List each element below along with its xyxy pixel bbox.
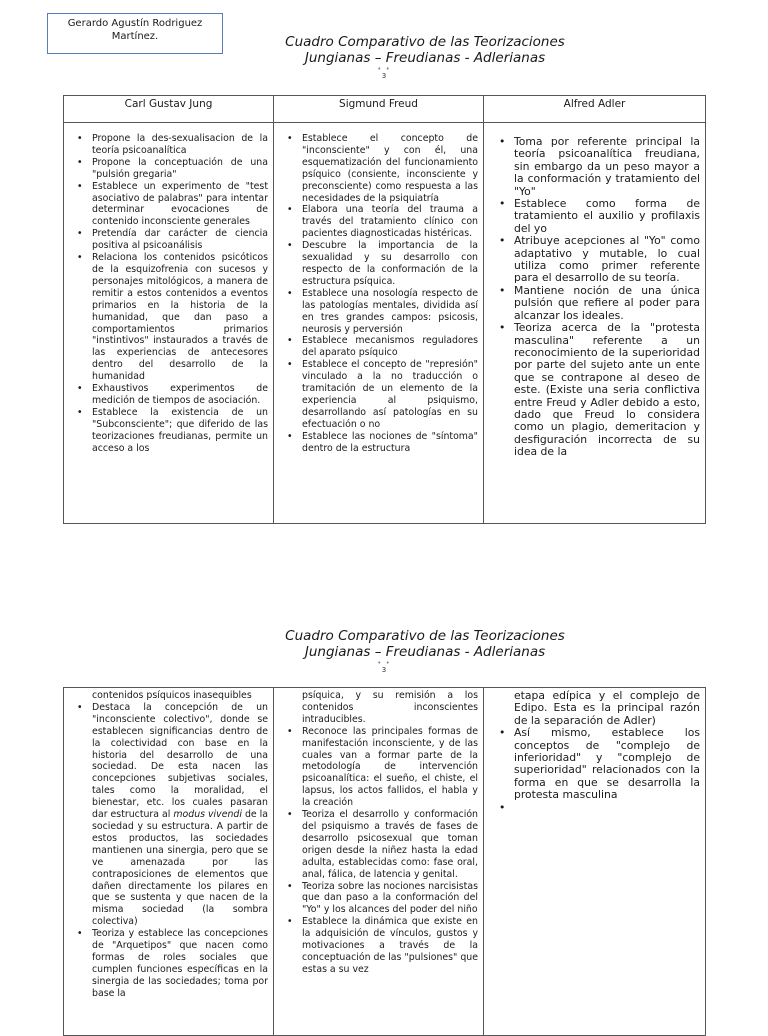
list-item: • Descubre la importancia de la sexualidad y su desarrollo con respecto de la conformación de la estructura psíquica.	[274, 240, 478, 288]
comparison-table-page1	[63, 95, 706, 524]
adler-cell	[484, 688, 706, 1036]
table-body-row	[64, 688, 706, 1036]
list-item: • Teoriza sobre las nociones narcisistas que dan paso a la conformación del "Yo" y los alcances del poder del niño	[274, 881, 478, 917]
page2-title	[200, 628, 650, 660]
freud-list	[274, 726, 478, 976]
list-item: • Así mismo, establece los conceptos de "complejo de inferioridad" y "complejo de superioridad" relacionados con la forma en que se desarrolla la protesta masculina	[484, 727, 700, 801]
list-item: • Establece el concepto de "inconsciente" y con él, una esquematización del funcionamiento psíquico (consiente, inconsciente y preconsciente) como respuesta a las necesidades de la psiquiatría	[274, 133, 478, 204]
list-item-empty	[484, 802, 700, 816]
jung-list	[64, 133, 268, 454]
jung-continuation: contenidos psíquicos inasequibles	[92, 690, 252, 701]
adler-continuation: etapa edípica y el complejo de Edipo. Esta es la principal razón de la separación de Adler)	[514, 689, 700, 727]
page2-title-line1: Cuadro Comparativo de las Teorizaciones	[285, 628, 565, 644]
jung-cell	[64, 688, 274, 1036]
list-item: • Atribuye acepciones al "Yo" como adaptativo y mutable, lo cual utiliza como primer referente para el desarrollo de su teoría.	[484, 235, 700, 285]
author-box	[47, 13, 223, 54]
table-header-row	[64, 96, 706, 123]
italic-phrase: modus vivendi	[173, 809, 242, 821]
list-item: • Establece la dinámica que existe en la adquisición de vínculos, gustos y motivaciones a través de la conceptuación de las "pulsiones" que estas a su vez	[274, 916, 478, 976]
freud-list	[274, 133, 478, 454]
list-item: • Pretendía dar carácter de ciencia positiva al psicoanálisis	[64, 228, 268, 252]
list-item: • Establece el concepto de "represión" vinculado a la no traducción o tramitación de un elemento de la experiencia al psiquismo, desarrollando así patologías en su efectuación o no	[274, 359, 478, 430]
jung-cell	[64, 123, 274, 524]
column-header-adler: Alfred Adler	[484, 96, 706, 123]
list-item: • Establece un experimento de "test asociativo de palabras" para intentar determinar evocaciones de contenido inconsciente generales	[64, 181, 268, 229]
list-item: • Establece mecanismos reguladores del aparato psíquico	[274, 335, 478, 359]
list-item: • Relaciona los contenidos psicóticos de la esquizofrenia con sucesos y personajes mitológicos, a manera de remitir a estos contenidos a eventos primarios en la historia de la humanidad, que dan paso a comportamientos primarios "instintivos" instaurados a través de las experiencias de antecesores dentro del desarrollo de la humanidad	[64, 252, 268, 383]
adler-list	[484, 727, 700, 815]
list-item: • Establece las nociones de "síntoma" dentro de la estructura	[274, 431, 478, 455]
comparison-table-page2	[63, 687, 706, 1036]
page1-title-line2: Jungianas – Freudianas - Adlerianas	[304, 50, 546, 66]
list-item: • Toma por referente principal la teoría psicoanalítica freudiana, sin embargo da un peso mayor a la conformación y tratamiento del "Yo"	[484, 136, 700, 198]
jung-list	[64, 702, 268, 1000]
column-header-freud: Sigmund Freud	[274, 96, 484, 123]
list-item: • Establece la existencia de un "Subconsciente"; que diferido de las teorizaciones freudianas, permite un acceso a los	[64, 407, 268, 455]
author-name-line2: Martínez.	[111, 31, 159, 42]
author-name-line1: Gerardo Agustín Rodriguez	[67, 18, 203, 29]
adler-list	[484, 136, 700, 459]
list-item: • Establece como forma de tratamiento el auxilio y profilaxis del yo	[484, 198, 700, 235]
page1-title	[200, 34, 650, 66]
list-item: • Destaca la concepción de un "inconsciente colectivo", donde se establecen significancias dentro de la colectividad con base en la historia del desarrollo de una sociedad. De esta nacen las concepciones subjetivas sociales, tales como la moralidad, el bienestar, etc. los cuales pasaran dar estructura al modus vivendi de la sociedad y su estructura. A partir de estos productos, las sociedades mantienen una sinergia, pero que se ve amenazada por las contraposiciones de elementos que dañen directamente los pilares en que se sustenta y que nacen de la misma sociedad (la sombra colectiva)	[64, 702, 268, 928]
list-item: • Teoriza y establece las concepciones de "Arquetipos" que nacen como formas de roles sociales que cumplen funciones específicas en la sinergia de las sociedades; toma por base la	[64, 928, 268, 999]
table-body-row	[64, 123, 706, 524]
list-item: • Teoriza el desarrollo y conformación del psiquismo a través de fases de desarrollo psicosexual que toman origen desde la niñez hasta la edad adulta, establecidas como: fase oral, anal, fálica, de latencia y genital.	[274, 809, 478, 880]
adler-cell	[484, 123, 706, 524]
list-item: • Mantiene noción de una única pulsión que refiere al poder para alcanzar los ideales.	[484, 285, 700, 322]
page2-page-number: • • 3	[377, 659, 391, 674]
freud-cell	[274, 123, 484, 524]
freud-cell	[274, 688, 484, 1036]
freud-continuation: psíquica, y su remisión a los contenidos inconscientes intraducibles.	[302, 690, 478, 725]
list-item: • Reconoce las principales formas de manifestación inconsciente, y de las cuales van a formar parte de la metodología de intervención psicoanalítica: el sueño, el chiste, el lapsus, los actos fallidos, el habla y la creación	[274, 726, 478, 809]
page1-page-number: • • 3	[377, 65, 391, 80]
list-item: • Propone la conceptuación de una "pulsión gregaria"	[64, 157, 268, 181]
list-item: • Propone la des-sexualisacion de la teoría psicoanalítica	[64, 133, 268, 157]
list-item: • Teoriza acerca de la "protesta masculina" referente a un reconocimiento de la superioridad por parte del sujeto ante un ente que se contrapone al deseo de este. (Existe una seria conflictiva entre Freud y Adler debido a esto, dado que Freud lo considera como un plagio, demeritacion y desfiguración incorrecta de su idea de la	[484, 322, 700, 458]
page1-title-line1: Cuadro Comparativo de las Teorizaciones	[285, 34, 565, 50]
list-item: • Elabora una teoría del trauma a través del tratamiento clínico con pacientes diagnosticadas histéricas.	[274, 204, 478, 240]
list-item: • Establece una nosología respecto de las patologías mentales, dividida así en tres grandes campos: psicosis, neurosis y perversión	[274, 288, 478, 336]
list-item: • Exhaustivos experimentos de medición de tiempos de asociación.	[64, 383, 268, 407]
column-header-jung: Carl Gustav Jung	[64, 96, 274, 123]
page2-title-line2: Jungianas – Freudianas - Adlerianas	[304, 644, 546, 660]
